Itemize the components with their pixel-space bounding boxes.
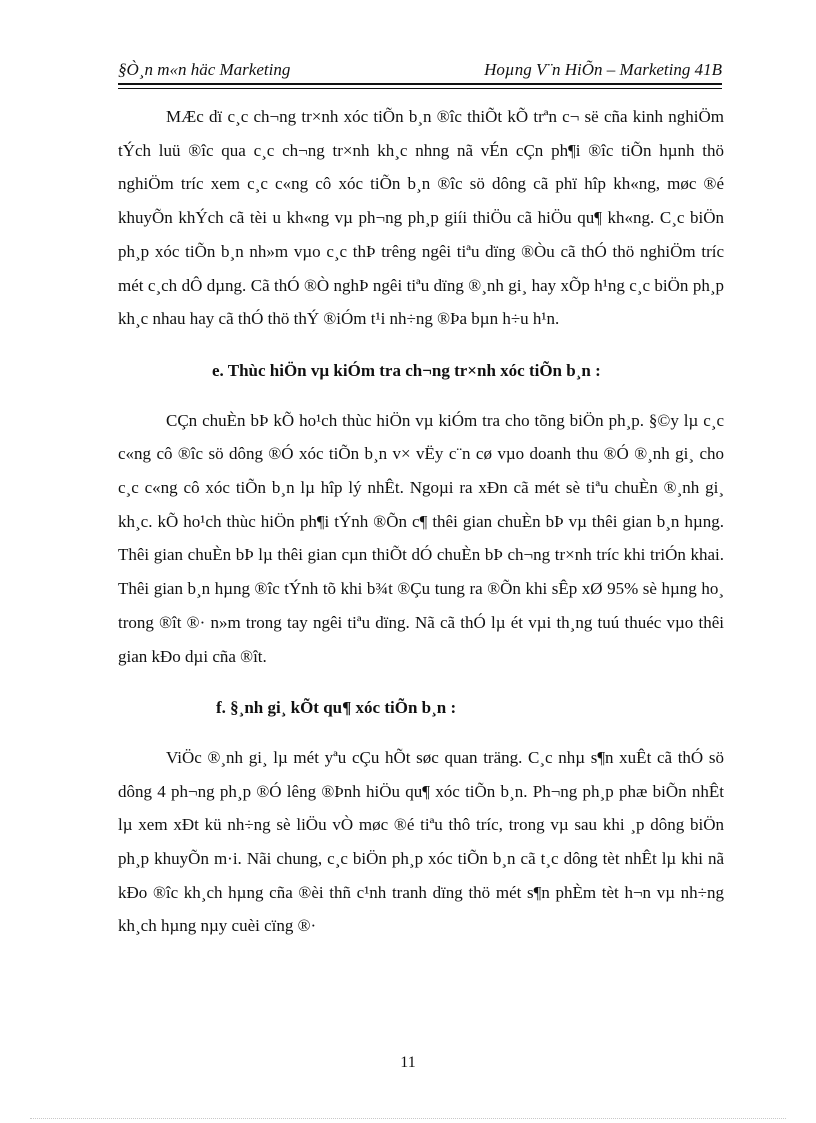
paragraph-implementation: CÇn chuÈn bÞ kÕ ho¹ch thùc hiÖn vµ kiÓm tra cho tõng biÖn ph¸p. §©y lµ c¸c c«ng cô ®îc sö dông ®Ó xóc tiÕn b¸n v× vËy c¨n cø vµo doanh thu ®Ó ®¸nh gi¸ cho c¸c c«ng cô xóc tiÕn b¸n lµ hîp lý nhÊt. Ngoµi ra xÐn cã mét sè tiªu chuÈn ®¸nh gi¸ kh¸c. kÕ ho¹ch thùc hiÖn ph¶i tÝnh ®Õn c¶ thêi gian chuÈn bÞ vµ thêi gian b¸n hµng. Thêi gian chuÈn bÞ lµ thêi gian cµn thiÕt dÓ chuÈn bÞ ch¬ng tr×nh tríc khi triÓn khai. Thêi gian b¸n hµng ®îc tÝnh tõ khi b¾t ®Çu tung ra ®Õn khi sÊp xØ 95% sè hµng ho¸ trong ®ît ®· n»m trong tay ngêi tiªu dïng. Nã cã thÓ lµ ét vµi th¸ng tuú thuéc vµo thêi gian kÐo dµi cña ®ît. <box>118 410 724 666</box>
paragraph-evaluation: ViÖc ®¸nh gi¸ lµ mét yªu cÇu hÕt søc quan träng. C¸c nhµ s¶n xuÊt cã thÓ sö dông 4 ph¬ng ph¸p ®Ó lêng ®Þnh hiÖu qu¶ xóc tiÕn b¸n. Ph¬ng ph¸p phæ biÕn nhÊt lµ xem xÐt kü nh÷ng sè liÖu vÒ møc ®é tiªu thô tríc, trong vµ sau khi ¸p dông biÖn ph¸p khuyÕn m·i. Nãi chung, c¸c biÖn ph¸p xóc tiÕn b¸n cã t¸c dông tèt nhÊt lµ khi nã kÐo ®îc kh¸ch hµng cña ®èi thñ c¹nh tranh dïng thö mét s¶n phÈm tèt h¬n vµ nh÷ng kh¸ch hµng nµy cuèi cïng ®· <box>118 747 724 936</box>
document-body <box>118 100 724 943</box>
page-bottom-divider <box>30 1118 786 1119</box>
header-right-author: Hoµng V¨n HiÕn – Marketing 41B <box>484 60 722 79</box>
section-heading-e: e. Thùc hiÖn vµ kiÓm tra ch¬ng tr×nh xóc tiÕn b¸n : <box>212 360 601 380</box>
page-header <box>118 50 722 85</box>
paragraph-testing: MÆc dï c¸c ch¬ng tr×nh xóc tiÕn b¸n ®îc thiÕt kÕ trªn c¬ së cña kinh nghiÖm tÝch luü ®îc qua c¸c ch¬ng tr×nh kh¸c nhng nã vÉn cÇn ph¶i ®îc tiÕn hµnh thö nghiÖm tríc xem c¸c c«ng cô xóc tiÕn b¸n ®îc sö dông cã phï hîp kh«ng, møc ®é khuyÕn khÝch cã tèi u kh«ng vµ ph¬ng ph¸p giíi thiÖu cã hiÖu qu¶ kh«ng. C¸c biÖn ph¸p xóc tiÕn b¸n nh»m vµo c¸c thÞ trêng ngêi tiªu dïng ®Òu cã thÓ thö nghiÖm tríc mét c¸ch dÔ dµng. Cã thÓ ®Ò nghÞ ngêi tiªu dïng ®¸nh gi¸ hay xÕp h¹ng c¸c biÖn ph¸p kh¸c nhau hay cã thÓ thö thÝ ®iÓm t¹i nh÷ng ®Þa bµn h÷u h¹n. <box>118 107 724 329</box>
section-heading-f: f. §¸nh gi¸ kÕt qu¶ xóc tiÕn b¸n : <box>216 698 457 718</box>
page-number: 11 <box>400 1054 416 1071</box>
header-left-title: §Ò¸n m«n häc Marketing <box>118 60 291 79</box>
